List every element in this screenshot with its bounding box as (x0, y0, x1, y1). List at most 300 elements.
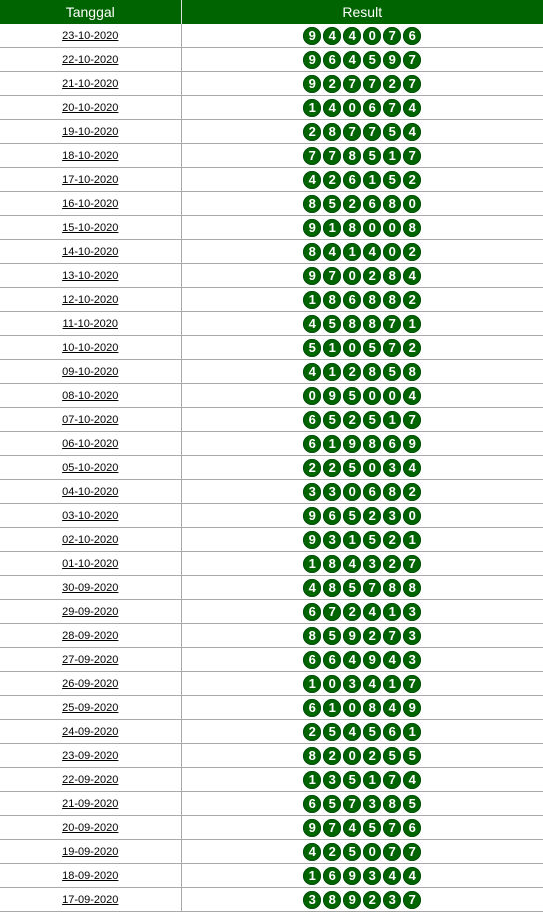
date-link[interactable]: 19-10-2020 (62, 125, 119, 138)
result-cell (181, 816, 543, 840)
result-cell (181, 888, 543, 912)
table-row (0, 888, 543, 912)
result-digit-ball: 4 (403, 771, 421, 789)
result-digit-ball: 1 (403, 531, 421, 549)
date-cell (0, 816, 181, 840)
result-balls (302, 603, 422, 621)
result-digit-ball: 6 (303, 699, 321, 717)
result-digit-ball: 2 (403, 171, 421, 189)
result-cell (181, 216, 543, 240)
result-digit-ball: 3 (303, 891, 321, 909)
result-digit-ball: 4 (363, 675, 381, 693)
table-row (0, 144, 543, 168)
date-cell (0, 288, 181, 312)
result-digit-ball: 2 (343, 363, 361, 381)
result-digit-ball: 3 (363, 795, 381, 813)
result-digit-ball: 7 (403, 51, 421, 69)
result-digit-ball: 0 (303, 387, 321, 405)
result-digit-ball: 4 (343, 651, 361, 669)
result-cell (181, 504, 543, 528)
table-row (0, 576, 543, 600)
result-digit-ball: 2 (323, 747, 341, 765)
date-link[interactable]: 09-10-2020 (62, 365, 119, 378)
result-digit-ball: 4 (303, 171, 321, 189)
date-link[interactable]: 18-10-2020 (62, 149, 119, 162)
result-digit-ball: 2 (383, 531, 401, 549)
result-digit-ball: 6 (363, 483, 381, 501)
result-balls (302, 195, 422, 213)
result-cell (181, 312, 543, 336)
result-digit-ball: 7 (383, 99, 401, 117)
result-digit-ball: 8 (363, 315, 381, 333)
result-digit-ball: 3 (383, 507, 401, 525)
result-digit-ball: 8 (343, 219, 361, 237)
result-cell (181, 432, 543, 456)
result-balls (302, 99, 422, 117)
date-link[interactable]: 21-09-2020 (62, 797, 119, 810)
date-cell (0, 192, 181, 216)
date-link[interactable]: 03-10-2020 (62, 509, 119, 522)
table-row (0, 336, 543, 360)
result-digit-ball: 3 (323, 771, 341, 789)
result-cell (181, 696, 543, 720)
result-balls (302, 339, 422, 357)
date-cell (0, 144, 181, 168)
result-digit-ball: 0 (383, 219, 401, 237)
result-digit-ball: 9 (323, 387, 341, 405)
result-digit-ball: 9 (303, 75, 321, 93)
column-header-result: Result (181, 0, 543, 24)
result-digit-ball: 5 (323, 195, 341, 213)
date-link[interactable]: 26-09-2020 (62, 677, 119, 690)
date-cell (0, 624, 181, 648)
result-digit-ball: 7 (383, 771, 401, 789)
result-digit-ball: 8 (383, 579, 401, 597)
date-cell (0, 24, 181, 48)
date-link[interactable]: 23-09-2020 (62, 749, 119, 762)
result-digit-ball: 1 (303, 867, 321, 885)
date-link[interactable]: 17-10-2020 (62, 173, 119, 186)
result-digit-ball: 1 (303, 675, 321, 693)
result-digit-ball: 7 (303, 147, 321, 165)
result-digit-ball: 1 (323, 435, 341, 453)
table-row (0, 456, 543, 480)
result-cell (181, 360, 543, 384)
result-cell (181, 48, 543, 72)
date-link[interactable]: 15-10-2020 (62, 221, 119, 234)
table-row (0, 792, 543, 816)
result-digit-ball: 7 (383, 27, 401, 45)
result-digit-ball: 4 (403, 99, 421, 117)
result-digit-ball: 5 (303, 339, 321, 357)
date-link[interactable]: 13-10-2020 (62, 269, 119, 282)
date-cell (0, 168, 181, 192)
result-balls (302, 555, 422, 573)
result-digit-ball: 1 (383, 603, 401, 621)
result-digit-ball: 2 (363, 747, 381, 765)
date-cell (0, 744, 181, 768)
result-digit-ball: 1 (303, 555, 321, 573)
result-digit-ball: 2 (303, 723, 321, 741)
result-balls (302, 243, 422, 261)
result-balls (302, 675, 422, 693)
result-digit-ball: 8 (303, 627, 321, 645)
table-row (0, 480, 543, 504)
result-digit-ball: 2 (403, 243, 421, 261)
date-link[interactable]: 02-10-2020 (62, 533, 119, 546)
result-digit-ball: 1 (343, 243, 361, 261)
result-digit-ball: 8 (323, 891, 341, 909)
result-digit-ball: 1 (403, 723, 421, 741)
result-digit-ball: 0 (403, 507, 421, 525)
result-digit-ball: 2 (323, 843, 341, 861)
table-row (0, 744, 543, 768)
result-digit-ball: 7 (403, 891, 421, 909)
result-digit-ball: 3 (323, 531, 341, 549)
date-cell (0, 312, 181, 336)
result-balls (302, 219, 422, 237)
result-digit-ball: 6 (363, 99, 381, 117)
result-digit-ball: 1 (323, 699, 341, 717)
date-link[interactable]: 10-10-2020 (62, 341, 119, 354)
result-digit-ball: 1 (303, 99, 321, 117)
result-digit-ball: 8 (383, 483, 401, 501)
date-link[interactable]: 27-09-2020 (62, 653, 119, 666)
result-digit-ball: 8 (343, 315, 361, 333)
result-digit-ball: 0 (363, 387, 381, 405)
result-cell (181, 120, 543, 144)
table-row (0, 96, 543, 120)
result-digit-ball: 2 (363, 627, 381, 645)
result-balls (302, 411, 422, 429)
result-digit-ball: 9 (343, 891, 361, 909)
result-digit-ball: 4 (403, 459, 421, 477)
result-balls (302, 867, 422, 885)
date-link[interactable]: 05-10-2020 (62, 461, 119, 474)
result-digit-ball: 5 (323, 315, 341, 333)
table-header-row (0, 0, 543, 24)
date-link[interactable]: 25-09-2020 (62, 701, 119, 714)
result-digit-ball: 0 (343, 699, 361, 717)
result-digit-ball: 5 (323, 723, 341, 741)
result-digit-ball: 4 (383, 867, 401, 885)
result-digit-ball: 6 (403, 819, 421, 837)
table-row (0, 552, 543, 576)
result-digit-ball: 7 (383, 843, 401, 861)
result-digit-ball: 4 (403, 267, 421, 285)
result-digit-ball: 5 (343, 459, 361, 477)
result-digit-ball: 7 (323, 819, 341, 837)
result-digit-ball: 5 (343, 843, 361, 861)
date-cell (0, 600, 181, 624)
result-digit-ball: 9 (303, 267, 321, 285)
date-link[interactable]: 19-09-2020 (62, 845, 119, 858)
result-digit-ball: 0 (343, 483, 361, 501)
date-cell (0, 768, 181, 792)
date-cell (0, 384, 181, 408)
result-cell (181, 648, 543, 672)
result-balls (302, 843, 422, 861)
date-link[interactable]: 01-10-2020 (62, 557, 119, 570)
result-digit-ball: 0 (363, 27, 381, 45)
result-digit-ball: 3 (403, 603, 421, 621)
result-digit-ball: 8 (303, 747, 321, 765)
result-digit-ball: 6 (403, 27, 421, 45)
result-cell (181, 624, 543, 648)
result-digit-ball: 1 (343, 531, 361, 549)
date-link[interactable]: 18-09-2020 (62, 869, 119, 882)
table-row (0, 360, 543, 384)
result-digit-ball: 4 (383, 699, 401, 717)
result-digit-ball: 8 (323, 579, 341, 597)
result-balls (302, 315, 422, 333)
date-link[interactable]: 14-10-2020 (62, 245, 119, 258)
date-link[interactable]: 17-09-2020 (62, 893, 119, 906)
result-digit-ball: 6 (383, 435, 401, 453)
result-digit-ball: 6 (343, 291, 361, 309)
result-digit-ball: 7 (403, 147, 421, 165)
result-cell (181, 840, 543, 864)
date-cell (0, 576, 181, 600)
date-cell (0, 120, 181, 144)
table-row (0, 504, 543, 528)
date-link[interactable]: 28-09-2020 (62, 629, 119, 642)
result-digit-ball: 4 (343, 51, 361, 69)
result-balls (302, 51, 422, 69)
result-balls (302, 531, 422, 549)
date-cell (0, 336, 181, 360)
result-balls (302, 579, 422, 597)
table-row (0, 432, 543, 456)
date-link[interactable]: 23-10-2020 (62, 29, 119, 42)
result-digit-ball: 8 (363, 699, 381, 717)
result-digit-ball: 5 (383, 123, 401, 141)
result-balls (302, 771, 422, 789)
table-row (0, 264, 543, 288)
date-cell (0, 456, 181, 480)
result-digit-ball: 0 (383, 243, 401, 261)
date-link[interactable]: 22-09-2020 (62, 773, 119, 786)
result-balls (302, 627, 422, 645)
result-digit-ball: 2 (383, 555, 401, 573)
result-digit-ball: 9 (383, 51, 401, 69)
result-digit-ball: 1 (303, 291, 321, 309)
result-digit-ball: 9 (403, 435, 421, 453)
result-digit-ball: 5 (363, 531, 381, 549)
result-digit-ball: 8 (303, 195, 321, 213)
result-digit-ball: 9 (303, 219, 321, 237)
date-cell (0, 408, 181, 432)
result-balls (302, 147, 422, 165)
result-digit-ball: 1 (383, 147, 401, 165)
result-digit-ball: 3 (303, 483, 321, 501)
table-row (0, 312, 543, 336)
date-link[interactable]: 20-10-2020 (62, 101, 119, 114)
table-row (0, 120, 543, 144)
date-link[interactable]: 24-09-2020 (62, 725, 119, 738)
result-digit-ball: 7 (383, 627, 401, 645)
result-digit-ball: 5 (403, 747, 421, 765)
result-digit-ball: 2 (323, 459, 341, 477)
result-digit-ball: 3 (323, 483, 341, 501)
result-digit-ball: 0 (383, 387, 401, 405)
result-digit-ball: 0 (323, 675, 341, 693)
result-digit-ball: 6 (323, 51, 341, 69)
result-balls (302, 267, 422, 285)
result-cell (181, 864, 543, 888)
result-digit-ball: 5 (343, 387, 361, 405)
result-digit-ball: 1 (363, 771, 381, 789)
result-digit-ball: 2 (303, 123, 321, 141)
result-digit-ball: 6 (343, 171, 361, 189)
result-digit-ball: 9 (303, 507, 321, 525)
result-digit-ball: 5 (363, 819, 381, 837)
result-digit-ball: 0 (363, 843, 381, 861)
result-digit-ball: 7 (343, 795, 361, 813)
result-cell (181, 192, 543, 216)
result-digit-ball: 4 (323, 243, 341, 261)
result-digit-ball: 9 (303, 51, 321, 69)
date-link[interactable]: 30-09-2020 (62, 581, 119, 594)
result-digit-ball: 3 (403, 651, 421, 669)
result-digit-ball: 2 (343, 603, 361, 621)
result-digit-ball: 5 (403, 795, 421, 813)
result-digit-ball: 3 (343, 675, 361, 693)
result-digit-ball: 7 (363, 123, 381, 141)
result-digit-ball: 8 (323, 555, 341, 573)
result-digit-ball: 4 (323, 99, 341, 117)
result-digit-ball: 7 (363, 579, 381, 597)
date-cell (0, 528, 181, 552)
result-digit-ball: 8 (383, 195, 401, 213)
result-digit-ball: 1 (383, 411, 401, 429)
result-cell (181, 480, 543, 504)
result-digit-ball: 7 (403, 75, 421, 93)
result-balls (302, 795, 422, 813)
date-cell (0, 72, 181, 96)
result-digit-ball: 7 (403, 675, 421, 693)
result-cell (181, 528, 543, 552)
result-digit-ball: 4 (403, 387, 421, 405)
table-row (0, 840, 543, 864)
result-digit-ball: 3 (383, 459, 401, 477)
result-digit-ball: 3 (363, 867, 381, 885)
result-digit-ball: 4 (303, 843, 321, 861)
result-digit-ball: 6 (303, 795, 321, 813)
date-link[interactable]: 12-10-2020 (62, 293, 119, 306)
result-digit-ball: 5 (343, 507, 361, 525)
result-digit-ball: 6 (303, 435, 321, 453)
result-digit-ball: 8 (383, 291, 401, 309)
result-balls (302, 123, 422, 141)
table-row (0, 288, 543, 312)
result-digit-ball: 6 (383, 723, 401, 741)
date-link[interactable]: 06-10-2020 (62, 437, 119, 450)
result-balls (302, 75, 422, 93)
result-digit-ball: 1 (383, 675, 401, 693)
result-digit-ball: 2 (403, 339, 421, 357)
table-row (0, 240, 543, 264)
date-cell (0, 696, 181, 720)
result-cell (181, 96, 543, 120)
table-row (0, 192, 543, 216)
result-digit-ball: 4 (383, 651, 401, 669)
results-body (0, 24, 543, 912)
date-cell (0, 792, 181, 816)
date-link[interactable]: 11-10-2020 (62, 317, 118, 330)
date-cell (0, 864, 181, 888)
result-digit-ball: 4 (343, 819, 361, 837)
result-digit-ball: 9 (343, 867, 361, 885)
result-digit-ball: 0 (343, 747, 361, 765)
table-row (0, 408, 543, 432)
result-digit-ball: 2 (303, 459, 321, 477)
result-digit-ball: 4 (363, 603, 381, 621)
table-row (0, 168, 543, 192)
date-link[interactable]: 21-10-2020 (62, 77, 119, 90)
result-digit-ball: 8 (403, 363, 421, 381)
table-row (0, 648, 543, 672)
result-digit-ball: 4 (403, 867, 421, 885)
result-balls (302, 435, 422, 453)
date-link[interactable]: 29-09-2020 (62, 605, 119, 618)
result-digit-ball: 7 (403, 843, 421, 861)
result-digit-ball: 5 (363, 411, 381, 429)
result-digit-ball: 6 (363, 195, 381, 213)
result-cell (181, 336, 543, 360)
result-digit-ball: 5 (323, 627, 341, 645)
result-cell (181, 72, 543, 96)
result-digit-ball: 0 (363, 219, 381, 237)
result-digit-ball: 9 (343, 627, 361, 645)
date-link[interactable]: 20-09-2020 (62, 821, 119, 834)
date-cell (0, 840, 181, 864)
result-digit-ball: 4 (303, 363, 321, 381)
date-link[interactable]: 22-10-2020 (62, 53, 119, 66)
result-cell (181, 168, 543, 192)
date-link[interactable]: 16-10-2020 (62, 197, 119, 210)
result-digit-ball: 1 (323, 363, 341, 381)
result-digit-ball: 1 (303, 771, 321, 789)
result-digit-ball: 1 (403, 315, 421, 333)
result-digit-ball: 7 (323, 603, 341, 621)
result-digit-ball: 7 (403, 555, 421, 573)
result-digit-ball: 5 (363, 51, 381, 69)
result-balls (302, 363, 422, 381)
date-link[interactable]: 08-10-2020 (62, 389, 119, 402)
result-balls (302, 171, 422, 189)
result-cell (181, 552, 543, 576)
date-cell (0, 240, 181, 264)
result-digit-ball: 7 (323, 267, 341, 285)
table-row (0, 816, 543, 840)
date-link[interactable]: 04-10-2020 (62, 485, 119, 498)
result-digit-ball: 1 (323, 219, 341, 237)
result-cell (181, 576, 543, 600)
result-digit-ball: 2 (403, 291, 421, 309)
date-cell (0, 216, 181, 240)
column-header-date: Tanggal (0, 0, 181, 24)
table-row (0, 864, 543, 888)
table-row (0, 768, 543, 792)
date-link[interactable]: 07-10-2020 (62, 413, 119, 426)
table-row (0, 48, 543, 72)
result-cell (181, 144, 543, 168)
result-digit-ball: 2 (363, 891, 381, 909)
result-cell (181, 24, 543, 48)
result-digit-ball: 4 (323, 27, 341, 45)
result-digit-ball: 6 (303, 411, 321, 429)
